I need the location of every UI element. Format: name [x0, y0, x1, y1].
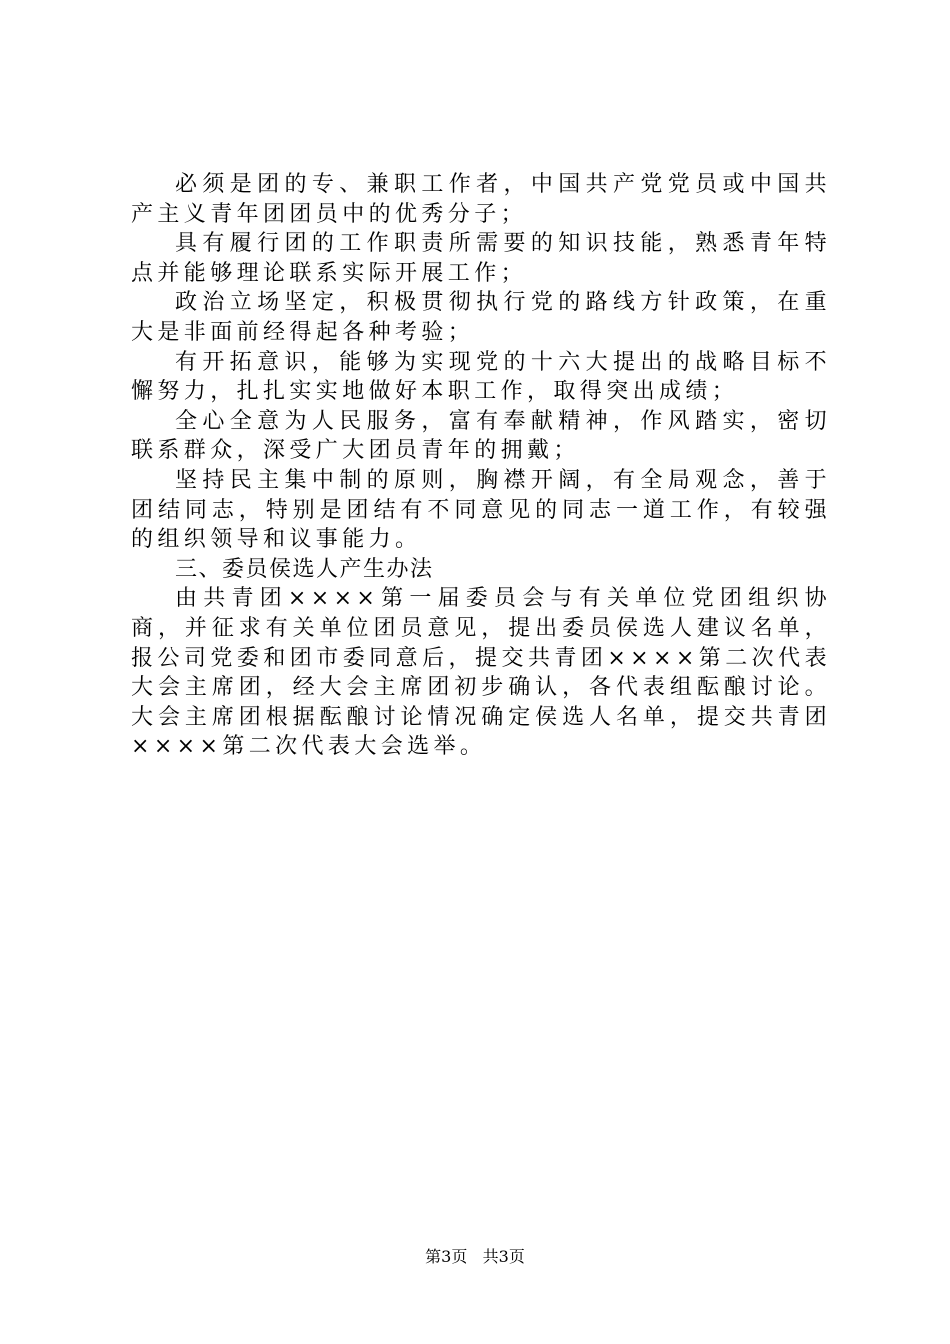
page-separator: [472, 1247, 477, 1266]
paragraph-qualification-2: 具有履行团的工作职责所需要的知识技能，熟悉青年特点并能够理论联系实际开展工作；: [131, 231, 831, 286]
section-paragraph: 由共青团××××第一届委员会与有关单位党团组织协商，并征求有关单位团员意见，提出委员侯选人建议名单，报公司党委和团市委同意后，提交共青团××××第二次代表大会主席团，经大会主席团初步确认，各代表组酝酿讨论。大会主席团根据酝酿讨论情况确定侯选人名单，提交共青团××××第二次代表大会选举。: [131, 586, 831, 760]
paragraph-qualification-5: 全心全意为人民服务，富有奉献精神，作风踏实，密切联系群众，深受广大团员青年的拥戴；: [131, 408, 831, 464]
document-body: [131, 170, 831, 762]
paragraph-qualification-1: 必须是团的专、兼职工作者，中国共产党党员或中国共产主义青年团团员中的优秀分子；: [131, 172, 831, 227]
paragraph-qualification-4: 有开拓意识，能够为实现党的十六大提出的战略目标不懈努力，扎扎实实地做好本职工作，取得突出成绩；: [131, 349, 831, 405]
paragraph-qualification-3: 政治立场坚定，积极贯彻执行党的路线方针政策，在重大是非面前经得起各种考验；: [131, 290, 831, 345]
section-heading: 三、委员侯选人产生办法: [175, 556, 434, 582]
page-total: 共3页: [482, 1247, 525, 1266]
page-footer: [0, 1244, 950, 1267]
paragraph-qualification-6: 坚持民主集中制的原则，胸襟开阔，有全局观念，善于团结同志，特别是团结有不同意见的同志一道工作，有较强的组织领导和议事能力。: [131, 467, 831, 553]
page-number: 第3页: [425, 1247, 468, 1266]
